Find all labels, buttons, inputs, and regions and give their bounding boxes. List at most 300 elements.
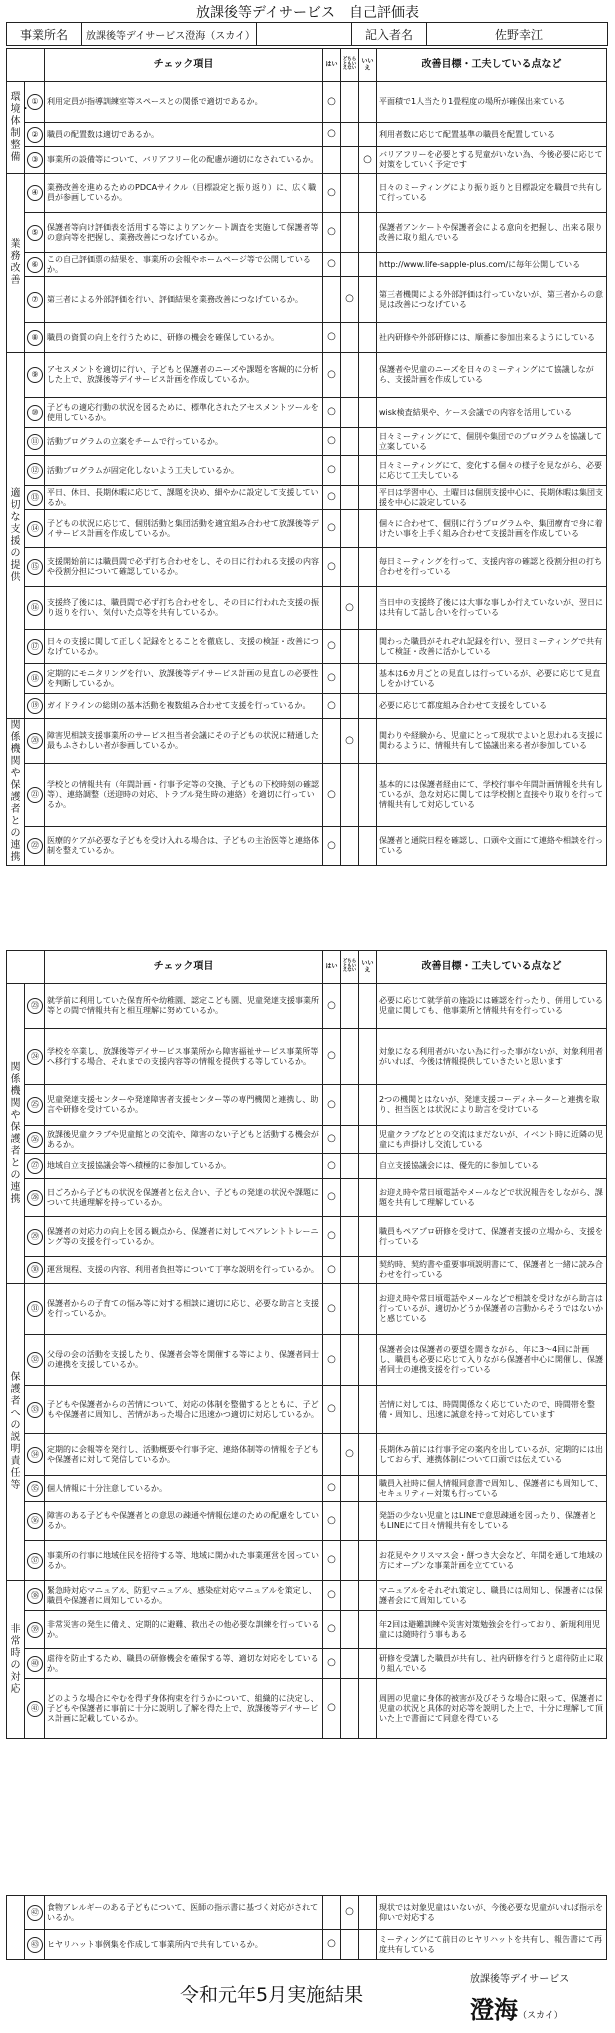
table-row (7, 456, 607, 486)
check-item-text: 第三者による外部評価を行い、評価結果を業務改善につなげているか。 (45, 277, 323, 323)
answer-no-cell (359, 1257, 377, 1284)
remark-text: 職員入社時に個人情報同意書で周知し、保護者にも周知して、セキュリティー対策も行っている (377, 1476, 607, 1502)
circle-mark-icon: ○ (345, 601, 354, 613)
table-row (7, 1335, 607, 1386)
column-header-no: いいえ (359, 951, 377, 984)
check-item-text: 職員の配置数は適切であるか。 (45, 123, 323, 147)
answer-yes-cell (323, 1502, 341, 1541)
answer-no-cell (359, 984, 377, 1029)
check-item-text: 支援開始前には職員間で必ず打ち合わせをし、その日に行われる支援の内容や役割分担について確認しているか。 (45, 548, 323, 587)
answer-yes-cell (323, 353, 341, 398)
item-number: ㉑ (27, 787, 43, 803)
page-title: 放課後等デイサービス 自己評価表 (195, 5, 420, 21)
answer-neither-cell (341, 1217, 359, 1257)
table-row (7, 1581, 607, 1611)
item-number-cell (25, 1581, 45, 1611)
answer-no-cell (359, 1502, 377, 1541)
check-item-text: ガイドラインの総則の基本活動を複数組み合わせて支援を行っているか。 (45, 694, 323, 719)
item-number-cell (25, 630, 45, 664)
answer-neither-cell (341, 147, 359, 174)
item-number: ⑪ (27, 434, 43, 450)
item-number: ㊷ (27, 1905, 43, 1921)
table-row (7, 174, 607, 213)
office-label: 事業所名 (7, 23, 82, 45)
recorder-name: 佐野幸江 (494, 27, 543, 42)
check-item-text: 事業所の設備等について、バリアフリー化の配慮が適切になされているか。 (45, 147, 323, 174)
answer-yes-cell (323, 398, 341, 428)
item-number-cell (25, 1679, 45, 1739)
item-number-cell (25, 1284, 45, 1335)
item-number: ⑱ (27, 671, 43, 687)
answer-no-cell (359, 1179, 377, 1217)
answer-yes-cell (323, 277, 341, 323)
brand-kana: （スカイ） (518, 2011, 563, 2021)
circle-mark-icon: ○ (327, 1230, 336, 1242)
answer-yes-cell (323, 428, 341, 456)
remark-text: マニュアルをそれぞれ策定し、職員には周知し、保護者には保護者会にて周知している (377, 1581, 607, 1611)
remark-text: 契約時、契約書や重要事項説明書にて、保護者と一緒に読み合わせを行っている (377, 1257, 607, 1284)
circle-mark-icon: ○ (327, 522, 336, 534)
answer-no-cell (359, 1434, 377, 1476)
answer-yes-cell (323, 1085, 341, 1126)
answer-no-cell (359, 353, 377, 398)
check-item-text: 子どもの状況に応じて、個別活動と集団活動を適宜組み合わせて放課後等デイサービス計画を作成しているか。 (45, 510, 323, 548)
answer-yes-cell (323, 1029, 341, 1085)
circle-mark-icon: ○ (327, 1702, 336, 1714)
remark-text: 児童クラブなどとの交流はまだないが、イベント時に近隣の児童にも声掛けし交流している (377, 1126, 607, 1154)
item-number-cell (25, 398, 45, 428)
check-item-text: 食物アレルギーのある子どもについて、医師の指示書に基づく対応がされているか。 (45, 1896, 323, 1930)
table-row (7, 323, 607, 353)
item-number: ⑦ (27, 292, 43, 308)
answer-no-cell (359, 1335, 377, 1386)
item-number-cell (25, 1611, 45, 1649)
answer-neither-cell (341, 1896, 359, 1930)
category-cell (7, 82, 31, 174)
answer-neither-cell (341, 1476, 359, 1502)
remark-text: wisk検査結果や、ケース会議での内容を活用している (377, 398, 607, 428)
category-cell (7, 984, 25, 1284)
table-row (7, 428, 607, 456)
item-number-cell (25, 1335, 45, 1386)
circle-mark-icon: ○ (327, 1589, 336, 1601)
category-label: 関係機関や保護者との連携 (10, 720, 21, 863)
item-number: ⑫ (27, 463, 43, 479)
check-table-1 (6, 48, 607, 866)
answer-yes-cell (323, 664, 341, 694)
answer-neither-cell (341, 1930, 359, 1960)
item-number: ⑭ (27, 521, 43, 537)
item-number: ㊴ (27, 1622, 43, 1638)
answer-yes-cell (323, 1611, 341, 1649)
item-number: ㉒ (27, 838, 43, 854)
answer-yes-cell (323, 1896, 341, 1930)
remark-text: お花見やクリスマス会・餅つき大会など、年間を通して地域の方にオープンな事業計画を立てている (377, 1541, 607, 1581)
check-item-text: 定期的に会報等を発行し、活動概要や行事予定、連絡体制等の情報を子どもや保護者に対して発信しているか。 (45, 1434, 323, 1476)
category-label: 非常時の対応 (10, 1623, 21, 1695)
answer-yes-cell (323, 827, 341, 866)
table-row (7, 1502, 607, 1541)
answer-neither-cell (341, 1541, 359, 1581)
answer-yes-cell (323, 323, 341, 353)
answer-no-cell (359, 1649, 377, 1679)
item-number: ㉝ (27, 1402, 43, 1418)
answer-yes-cell (323, 213, 341, 253)
item-number-cell (25, 1541, 45, 1581)
circle-mark-icon: ○ (327, 1403, 336, 1415)
circle-mark-icon: ○ (327, 1191, 336, 1203)
item-number-cell (25, 548, 45, 587)
circle-mark-icon: ○ (327, 1514, 336, 1526)
check-item-text: 放課後児童クラブや児童館との交流や、障害のない子どもと活動する機会があるか。 (45, 1126, 323, 1154)
item-number: ㉖ (27, 1132, 43, 1148)
circle-mark-icon: ○ (327, 491, 336, 503)
item-number: ⑲ (27, 698, 43, 714)
item-number-cell (25, 1029, 45, 1085)
circle-mark-icon: ○ (327, 839, 336, 851)
circle-mark-icon: ○ (327, 1263, 336, 1275)
remark-text: お迎え時や常日頃電話やメールなどで相談を受けながら助言は行っているが、適切かどうか保護者の言動からそうではないかと感じている (377, 1284, 607, 1335)
category-label: 関係機関や保護者との連携 (10, 1061, 21, 1205)
answer-neither-cell (341, 548, 359, 587)
circle-mark-icon: ○ (327, 406, 336, 418)
circle-mark-icon: ○ (327, 1657, 336, 1669)
check-item-text: アセスメントを適切に行い、子どもと保護者のニーズや課題を客観的に分析した上で、放課後等デイサービス計画を作成しているか。 (45, 353, 323, 398)
check-item-text: 平日、休日、長期休暇に応じて、課題を決め、細やかに設定して支援しているか。 (45, 486, 323, 510)
circle-mark-icon: ○ (327, 258, 336, 270)
answer-neither-cell (341, 213, 359, 253)
answer-no-cell (359, 82, 377, 123)
table-row (7, 1896, 607, 1930)
answer-no-cell (359, 587, 377, 630)
check-item-text: 非常災害の発生に備え、定期的に避難、救出その他必要な訓練を行っているか。 (45, 1611, 323, 1649)
item-number: ② (27, 127, 43, 143)
check-item-text: 父母の会の活動を支援したり、保護者会等を開催する等により、保護者同士の連携を支援しているか。 (45, 1335, 323, 1386)
answer-no-cell (359, 1541, 377, 1581)
table-row (7, 1126, 607, 1154)
circle-mark-icon: ○ (327, 1159, 336, 1171)
remark-text: 関わった職員がそれぞれ記録を行い、翌日ミーティングで共有して検証・改善に活かしている (377, 630, 607, 664)
circle-mark-icon: ○ (327, 1554, 336, 1566)
table-row (7, 1085, 607, 1126)
table-row (7, 277, 607, 323)
table-row (7, 353, 607, 398)
header-spacer (257, 23, 352, 45)
check-item-text: 支援終了後には、職員間で必ず打ち合わせをし、その日に行われた支援の振り返りを行い、気付いた点等を共有しているか。 (45, 587, 323, 630)
circle-mark-icon: ○ (327, 331, 336, 343)
column-header-item: チェック項目 (45, 951, 323, 984)
circle-mark-icon: ○ (327, 1133, 336, 1145)
remark-text: 平日は学習中心、土曜日は個別支援中心に、長期休暇は集団支援を中心に設定している (377, 486, 607, 510)
item-number: ⑰ (27, 639, 43, 655)
remark-text: 自立支援協議会には、優先的に参加している (377, 1154, 607, 1179)
item-number: ㉛ (27, 1301, 43, 1317)
remark-text: 研修を受講した職員が共有し、社内研修を行うと虐待防止に取り組んでいる (377, 1649, 607, 1679)
item-number-cell (25, 253, 45, 277)
circle-mark-icon: ○ (327, 1353, 336, 1365)
table-row (7, 694, 607, 719)
remark-text: 毎日ミーティングを行って、支援内容の確認と役割分担の打ち合わせを行っている (377, 548, 607, 587)
item-number-cell (25, 510, 45, 548)
answer-neither-cell (341, 694, 359, 719)
item-number: ⑮ (27, 559, 43, 575)
column-header-no: いいえ (359, 49, 377, 82)
remark-text: 年2回は避難訓練や災害対策勉強会を行っており、新規利用児童には随時行う事もある (377, 1611, 607, 1649)
item-number: ㉞ (27, 1447, 43, 1463)
answer-yes-cell (323, 1476, 341, 1502)
circle-mark-icon: ○ (327, 128, 336, 140)
answer-no-cell (359, 1930, 377, 1960)
table-row (7, 510, 607, 548)
item-number-cell (25, 1126, 45, 1154)
category-cell (7, 1896, 25, 1960)
office-name: 放課後等デイサービス澄海（スカイ） (82, 23, 257, 45)
item-number-cell (25, 486, 45, 510)
check-item-text: 虐待を防止するため、職員の研修機会を確保する等、適切な対応をしているか。 (45, 1649, 323, 1679)
remark-text: 現状では対象児童はいないが、今後必要な児童がいれば指示を仰いで対応する (377, 1896, 607, 1930)
circle-mark-icon: ○ (363, 153, 372, 165)
table-row (7, 1611, 607, 1649)
remark-text: 日々ミーティングにて、個別や集団でのプログラムを協議して立案している (377, 428, 607, 456)
answer-neither-cell (341, 664, 359, 694)
circle-mark-icon: ○ (327, 435, 336, 447)
answer-neither-cell (341, 123, 359, 147)
remark-text: 関わりや経験から、児童にとって現状でよいと思われる支援に関わるように、情報共有して協議出来る者が参加している (377, 719, 607, 764)
check-item-text: 緊急時対応マニュアル、防犯マニュアル、感染症対応マニュアルを策定し、職員や保護者に周知しているか。 (45, 1581, 323, 1611)
column-header-spacer (7, 951, 45, 984)
item-number: ㉜ (27, 1352, 43, 1368)
answer-neither-cell (341, 456, 359, 486)
answer-neither-cell (341, 1386, 359, 1434)
answer-neither-cell (341, 1434, 359, 1476)
check-item-text: 活動プログラムが固定化しないよう工夫しているか。 (45, 456, 323, 486)
category-label: 保護者への説明責任等 (10, 1372, 21, 1491)
item-number-cell (25, 353, 45, 398)
table-row (7, 630, 607, 664)
answer-no-cell (359, 213, 377, 253)
answer-yes-cell (323, 1154, 341, 1179)
answer-no-cell (359, 1126, 377, 1154)
check-item-text: どのような場合にやむを得ず身体拘束を行うかについて、組織的に決定し、子どもや保護者に事前に十分に説明し了解を得た上で、放課後等デイサービス計画に記載しているか。 (45, 1679, 323, 1739)
column-header-yes: はい (323, 49, 341, 82)
answer-no-cell (359, 174, 377, 213)
answer-neither-cell (341, 1335, 359, 1386)
item-number: ㉗ (27, 1158, 43, 1174)
circle-mark-icon: ○ (327, 1482, 336, 1494)
answer-neither-cell (341, 398, 359, 428)
table-row (7, 147, 607, 174)
circle-mark-icon: ○ (327, 788, 336, 800)
answer-neither-cell (341, 1679, 359, 1739)
answer-no-cell (359, 763, 377, 827)
answer-no-cell (359, 428, 377, 456)
answer-neither-cell (341, 587, 359, 630)
check-table-3 (6, 1895, 607, 1960)
check-item-text: ヒヤリハット事例集を作成して事業所内で共有しているか。 (45, 1930, 323, 1960)
answer-neither-cell (341, 277, 359, 323)
item-number: ㊳ (27, 1588, 43, 1604)
answer-no-cell (359, 1217, 377, 1257)
check-item-text: 障害のある子どもや保護者との意思の疎通や情報伝達のための配慮をしているか。 (45, 1502, 323, 1541)
circle-mark-icon: ○ (327, 368, 336, 380)
answer-yes-cell (323, 694, 341, 719)
answer-yes-cell (323, 82, 341, 123)
brand-line: 放課後等デイサービス (470, 1974, 570, 1985)
answer-no-cell (359, 486, 377, 510)
item-number-cell (25, 213, 45, 253)
answer-no-cell (359, 694, 377, 719)
circle-mark-icon: ○ (327, 1098, 336, 1110)
answer-neither-cell (341, 1257, 359, 1284)
answer-neither-cell (341, 827, 359, 866)
answer-no-cell (359, 1581, 377, 1611)
category-label: 業務改善 (10, 239, 21, 286)
answer-no-cell (359, 1476, 377, 1502)
item-number: ㊵ (27, 1656, 43, 1672)
answer-no-cell (359, 1386, 377, 1434)
circle-mark-icon: ○ (327, 464, 336, 476)
item-number-cell (25, 719, 45, 764)
answer-yes-cell (323, 630, 341, 664)
item-number-cell (25, 1257, 45, 1284)
answer-no-cell (359, 510, 377, 548)
brand-logo (470, 1990, 563, 2025)
answer-no-cell (359, 548, 377, 587)
check-item-text: 就学前に利用していた保育所や幼稚園、認定こども園、児童発達支援事業所等との間で情報共有と相互理解に努めているか。 (45, 984, 323, 1029)
check-item-text: 事業所の行事に地域住民を招待する等、地域に開かれた事業運営を図っているか。 (45, 1541, 323, 1581)
answer-no-cell (359, 253, 377, 277)
table-row (7, 1476, 607, 1502)
answer-neither-cell (341, 253, 359, 277)
answer-yes-cell (323, 587, 341, 630)
answer-neither-cell (341, 1126, 359, 1154)
item-number: ㉚ (27, 1262, 43, 1278)
table-row (7, 1284, 607, 1335)
category-cell (7, 1284, 25, 1581)
circle-mark-icon: ○ (327, 1302, 336, 1314)
item-number-cell (25, 1896, 45, 1930)
answer-yes-cell (323, 486, 341, 510)
remark-text: 2つの機関とはないが、発達支援コーディネーターと連携を取り、担当医とは状況により助言を受けている (377, 1085, 607, 1126)
item-number-cell (25, 1649, 45, 1679)
item-number-cell (25, 1179, 45, 1217)
answer-yes-cell (323, 1649, 341, 1679)
check-item-text: 保護者の対応力の向上を図る観点から、保護者に対してペアレントトレーニング等の支援を行っているか。 (45, 1217, 323, 1257)
answer-yes-cell (323, 1434, 341, 1476)
answer-no-cell (359, 1085, 377, 1126)
remark-text: 利用者数に応じて配置基準の職員を配置している (377, 123, 607, 147)
answer-no-cell (359, 323, 377, 353)
check-item-text: 活動プログラムの立案をチームで行っているか。 (45, 428, 323, 456)
item-number: ㉘ (27, 1190, 43, 1206)
answer-yes-cell (323, 1930, 341, 1960)
column-header-row (7, 951, 607, 984)
item-number-cell (25, 1386, 45, 1434)
item-number-cell (25, 147, 45, 174)
answer-neither-cell (341, 763, 359, 827)
circle-mark-icon: ○ (345, 734, 354, 746)
check-item-text: 利用定員が指導訓練室等スペースとの関係で適切であるか。 (45, 82, 323, 123)
item-number-cell (25, 694, 45, 719)
circle-mark-icon: ○ (327, 186, 336, 198)
item-number: ㉓ (27, 998, 43, 1014)
circle-mark-icon: ○ (327, 95, 336, 107)
item-number-cell (25, 82, 45, 123)
item-number-cell (25, 428, 45, 456)
remark-text: バリアフリーを必要とする児童がいない為、今後必要に応じて対策をしていく予定です (377, 147, 607, 174)
column-header-neither: どちらともいえない (341, 49, 359, 82)
item-number-cell (25, 984, 45, 1029)
check-item-text: 子どもや保護者からの苦情について、対応の体制を整備するとともに、子どもや保護者に周知し、苦情があった場合に迅速かつ適切に対応しているか。 (45, 1386, 323, 1434)
circle-mark-icon: ○ (327, 999, 336, 1011)
answer-neither-cell (341, 82, 359, 123)
column-header-item: チェック項目 (45, 49, 323, 82)
answer-neither-cell (341, 353, 359, 398)
check-item-text: 日ごろから子どもの状況を保護者と伝え合い、子どもの発達の状況や課題について共通理解を持っているか。 (45, 1179, 323, 1217)
item-number-cell (25, 763, 45, 827)
remark-text: 保護者アンケートや保護者会による意向を把握し、出来る限り改善に取り組んでいる (377, 213, 607, 253)
remark-text: 日々のミーティングにより振り返りと目標設定を職員で共有して行っている (377, 174, 607, 213)
answer-yes-cell (323, 147, 341, 174)
item-number: ① (27, 94, 43, 110)
check-item-text: 学校を卒業し、放課後等デイサービス事業所から障害福祉サービス事業所等へ移行する場合、それまでの支援内容等の情報を提供する等しているか。 (45, 1029, 323, 1085)
check-item-text: 保護者からの子育ての悩み等に対する相談に適切に応じ、必要な助言と支援を行っているか。 (45, 1284, 323, 1335)
remark-text: 苦情に対しては、時間関係なく応じていたので、時間帯を整備・周知し、迅速に誠意を持って対応しています (377, 1386, 607, 1434)
check-item-text: 児童発達支援センターや発達障害者支援センター等の専門機関と連携し、助言や研修を受けているか。 (45, 1085, 323, 1126)
answer-yes-cell (323, 763, 341, 827)
answer-neither-cell (341, 1611, 359, 1649)
item-number: ㉕ (27, 1097, 43, 1113)
table-row (7, 1257, 607, 1284)
item-number: ㉔ (27, 1049, 43, 1065)
remark-text: 基本は6カ月ごとの見直しは行っているが、必要に応じて見直しをかけている (377, 664, 607, 694)
answer-no-cell (359, 398, 377, 428)
table-row (7, 253, 607, 277)
circle-mark-icon: ○ (327, 640, 336, 652)
remark-text: 個々に合わせて、個別に行うプログラムや、集団療育で身に着けたい事を上手く組み合わせて支援計画を作成している (377, 510, 607, 548)
item-number-cell (25, 1154, 45, 1179)
item-number: ㉙ (27, 1229, 43, 1245)
answer-neither-cell (341, 174, 359, 213)
circle-mark-icon: ○ (345, 1448, 354, 1460)
column-header-row (7, 49, 607, 82)
circle-mark-icon: ○ (327, 699, 336, 711)
item-number: ㉟ (27, 1481, 43, 1497)
category-label: 適切な支援の提供 (10, 487, 21, 583)
item-number-cell (25, 1502, 45, 1541)
answer-neither-cell (341, 630, 359, 664)
remark-text: 第三者機関による外部評価は行っていないが、第三者からの意見は改善につなげている (377, 277, 607, 323)
answer-neither-cell (341, 1085, 359, 1126)
remark-text: 長期休み前には行事予定の案内を出しているが、定期的には出しておらず、連携体制について口頭では伝えている (377, 1434, 607, 1476)
table-row (7, 1649, 607, 1679)
answer-yes-cell (323, 1257, 341, 1284)
table-row (7, 827, 607, 866)
answer-no-cell (359, 664, 377, 694)
table-row (7, 398, 607, 428)
result-text: 令和元年5月実施結果 (180, 1984, 364, 2006)
column-header-remarks: 改善目標・工夫している点など (377, 951, 607, 984)
table-row (7, 1541, 607, 1581)
item-number: ㊶ (27, 1701, 43, 1717)
answer-no-cell (359, 630, 377, 664)
circle-mark-icon: ○ (345, 1906, 354, 1918)
table-row (7, 1179, 607, 1217)
answer-yes-cell (323, 1541, 341, 1581)
check-table-2 (6, 950, 607, 1739)
table-row (7, 1679, 607, 1739)
answer-no-cell (359, 123, 377, 147)
